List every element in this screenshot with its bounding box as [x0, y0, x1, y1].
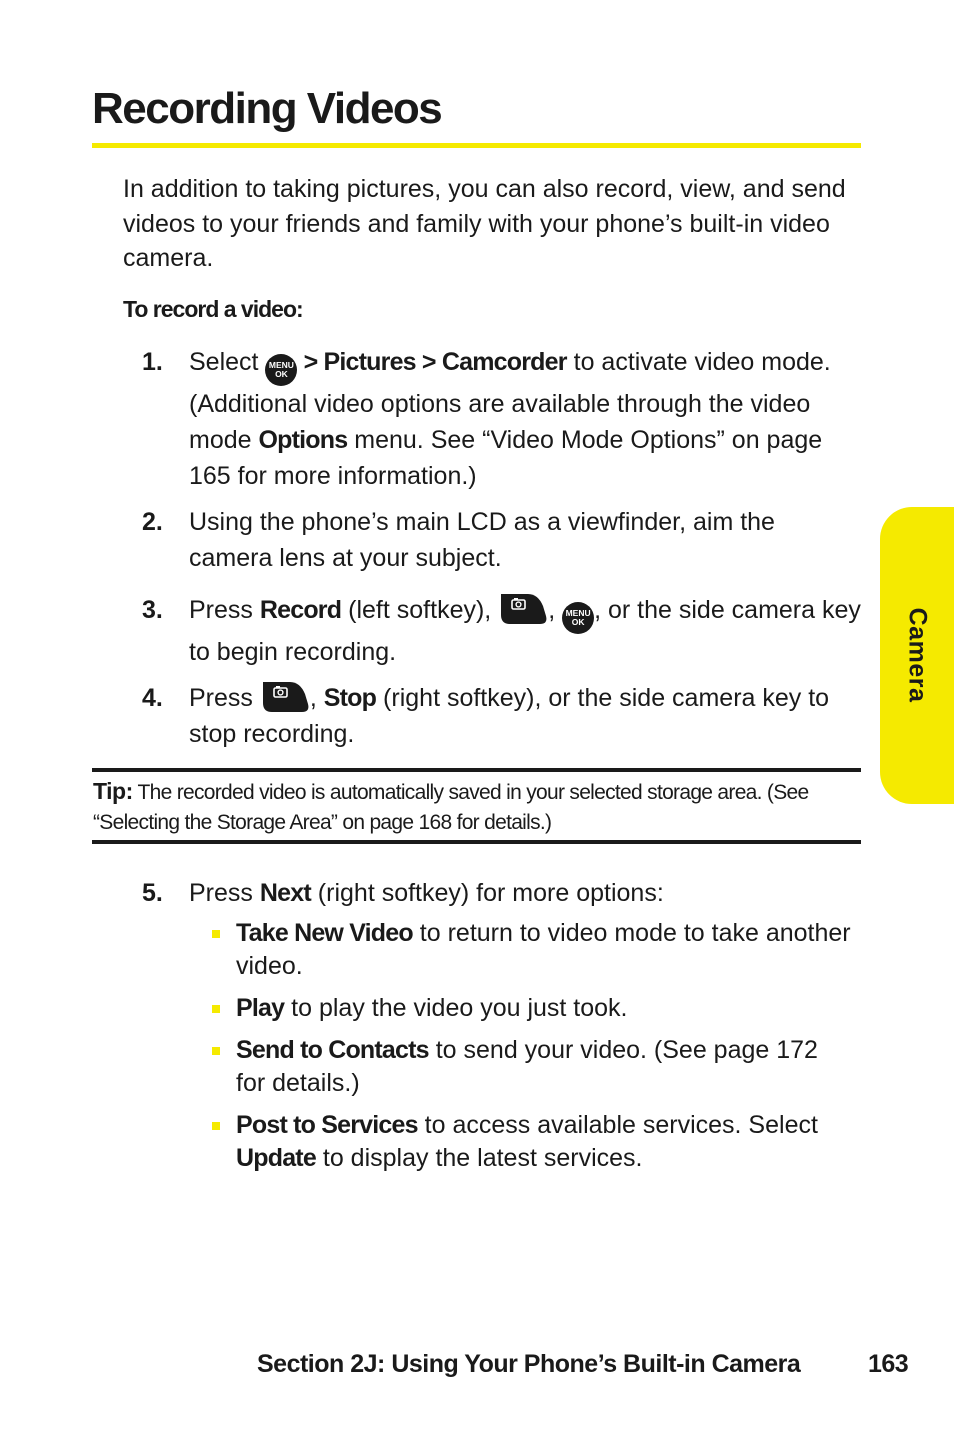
next-softkey-label: Next	[259, 879, 311, 907]
option-description: to display the latest services.	[315, 1144, 643, 1172]
list-item	[212, 992, 852, 1025]
option-name: Play	[236, 994, 285, 1022]
step-text-run: , or the side camera key to begin recording.	[189, 596, 861, 666]
step-text-run: ,	[548, 596, 563, 624]
step-1	[142, 344, 862, 494]
step-number: 3.	[142, 596, 163, 624]
option-name: Send to Contacts	[236, 1036, 429, 1064]
bullet-square-icon	[212, 1047, 220, 1055]
option-description: to access available services. Select	[417, 1111, 818, 1139]
step-text-run: Using the phone’s main LCD as a viewfinder, aim the camera lens at your subject.	[189, 508, 775, 572]
step-text-run: menu. See “Video Mode Options” on page 165 for more information.)	[189, 426, 823, 490]
bullet-square-icon	[212, 1122, 220, 1130]
list-item	[212, 917, 852, 983]
step-text-run: Press	[189, 684, 260, 712]
option-description: to play the video you just took.	[284, 994, 628, 1022]
menu-ok-key-icon: MENU OK	[265, 354, 297, 386]
step-number: 2.	[142, 508, 163, 536]
step-2	[142, 504, 862, 576]
tip-body: The recorded video is automatically saved in your selected storage area. (See “Selecting the Storage Area” on page 168 for details.)	[93, 781, 809, 834]
footer-section-title: Section 2J: Using Your Phone’s Built-in Camera	[257, 1350, 801, 1378]
step-text	[189, 875, 862, 911]
menu-ok-key-icon: MENU OK	[562, 602, 594, 634]
step-text-run: (left softkey),	[341, 596, 499, 624]
step-text-run: (right softkey) for more options:	[310, 879, 664, 907]
menu-path: > Pictures > Camcorder	[297, 348, 567, 376]
step-5	[142, 875, 862, 911]
options-menu-label: Options	[258, 426, 348, 454]
step-number: 1.	[142, 348, 163, 376]
page-title: Recording Videos	[92, 84, 442, 133]
step-text-run: to activate video mode. (Additional video options are available through the video mode	[189, 348, 831, 454]
bullet-square-icon	[212, 1005, 220, 1013]
step-text-run: Press	[189, 879, 260, 907]
option-name: Post to Services	[236, 1111, 418, 1139]
record-softkey-label: Record	[259, 596, 342, 624]
bullet-square-icon	[212, 930, 220, 938]
step-text-run: Press	[189, 596, 260, 624]
step-text	[189, 592, 862, 670]
option-description: to return to video mode to take another video.	[236, 919, 851, 980]
tip-text	[93, 776, 863, 838]
step-text	[189, 344, 862, 494]
section-tab-label: Camera	[903, 607, 932, 703]
option-description: to send your video. (See page 172 for details.)	[236, 1036, 818, 1097]
list-item	[212, 1109, 852, 1175]
step-text-run: Select	[189, 348, 266, 376]
page-number: 163	[868, 1350, 909, 1378]
update-option-label: Update	[236, 1144, 316, 1172]
intro-paragraph: In addition to taking pictures, you can also record, view, and send videos to your friends and family with your phone’s built-in video camera.	[123, 175, 846, 272]
step-text-run: ,	[309, 684, 324, 712]
list-item	[212, 1034, 852, 1100]
procedure-heading: To record a video:	[123, 296, 303, 322]
options-list	[212, 917, 852, 1184]
tip-label: Tip:	[93, 778, 133, 804]
option-name: Take New Video	[236, 919, 413, 947]
step-3	[142, 592, 862, 670]
camera-softkey-icon	[260, 680, 310, 714]
stop-softkey-label: Stop	[323, 684, 377, 712]
camera-softkey-icon	[498, 592, 548, 626]
step-text	[189, 504, 862, 576]
step-number: 5.	[142, 879, 163, 907]
title-underline	[92, 143, 861, 148]
step-text	[189, 680, 862, 752]
step-4	[142, 680, 862, 752]
step-number: 4.	[142, 684, 163, 712]
step-text-run: (right softkey), or the side camera key to stop recording.	[189, 684, 830, 748]
